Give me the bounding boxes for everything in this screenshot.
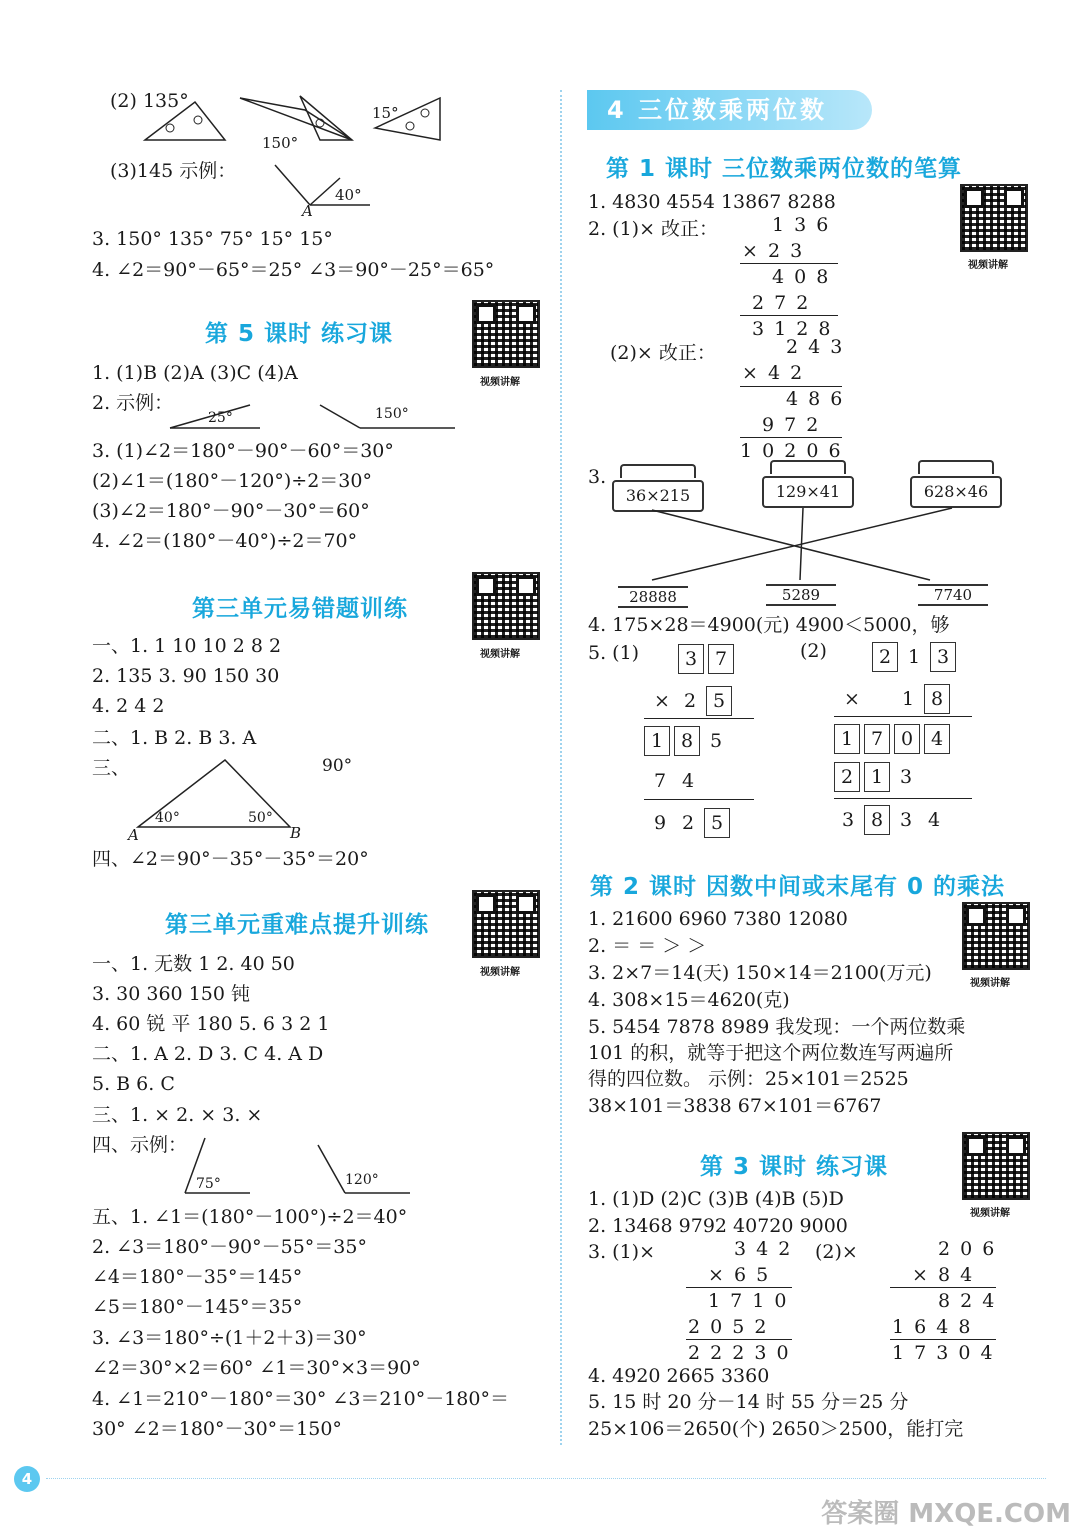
z5-3: 3. ∠3＝180°÷(1＋2＋3)＝30° [92,1327,367,1349]
q4-line: 4. ∠2＝90°－65°＝25° ∠3＝90°－25°＝65° [92,259,495,281]
m1-line2 [740,315,838,316]
z5-3b: ∠2＝30°×2＝60° ∠1＝30°×3＝90° [92,1357,421,1379]
r2-2: (2)× 改正： [610,342,716,364]
s2-1: 1. 21600 6960 7380 12080 [588,908,848,930]
e-q1: 一、1. 1 10 10 2 8 2 [92,635,282,657]
g2-row4: 2 1 3 [834,762,922,792]
m1-row2: × 2 3 [742,240,805,262]
m2-row5: 1 0 2 0 6 [740,440,843,462]
result-label: 5289 [766,584,836,606]
angle-120: 120° [345,1172,379,1188]
s2-5b: 101 的积，就等于把这个两位数连写两遍所 [588,1042,954,1064]
z5-2c: ∠5＝180°－145°＝35° [92,1296,303,1318]
lesson5-heading: 第 5 课时 练习课 [205,321,394,347]
l5-q3-2: (2)∠1＝(180°－120°)÷2＝30° [92,470,372,492]
lesson3-heading: 第 3 课时 练习课 [700,1154,889,1180]
g1-row1: 3 7 [678,644,738,674]
l5-q1: 1. (1)B (2)A (3)C (4)A [92,362,298,384]
angle-150: 150° [262,134,299,152]
g2-line [834,716,972,717]
s2-5c: 得的四位数。 示例：25×101＝2525 [588,1068,909,1090]
z-part3: 三、1. × 2. × 3. × [92,1104,263,1126]
m4-row1: 2 0 6 [938,1238,997,1260]
m1-row5: 3 1 2 8 [752,318,833,340]
s3-1: 1. (1)D (2)C (3)B (4)B (5)D [588,1188,844,1210]
s2-5: 5. 5454 7878 8989 我发现：一个两位数乘 [588,1016,966,1038]
tri-a: A [128,826,139,844]
s3-3: 3. (1)× [588,1241,656,1263]
crate-box: 129×41 [762,476,854,508]
g2-row1: 2 1 3 [872,642,960,672]
s3-2: 2. 13468 9792 40720 9000 [588,1215,848,1237]
m2-line2 [740,437,842,438]
qr-code-icon[interactable] [472,890,540,958]
qr-label: 视频讲解 [970,978,1010,989]
qr-label: 视频讲解 [970,1208,1010,1219]
m1-row3: 4 0 8 [772,266,831,288]
z5-4: 4. ∠1＝210°－180°＝30° ∠3＝210°－180°＝ [92,1388,509,1410]
r5-1: 5. (1) [588,642,640,664]
s3-5: 5. 15 时 20 分－14 时 55 分＝25 分 [588,1391,909,1413]
e-part3: 三、 [92,757,131,779]
s2-4: 4. 308×15＝4620(克) [588,989,790,1011]
g2-row2: × 1 8 [840,684,954,714]
qr-code-icon[interactable] [960,184,1028,252]
m4-row5: 1 7 3 0 4 [892,1342,995,1364]
r2-1: 2. (1)× 改正： [588,218,719,240]
qr-label: 视频讲解 [968,260,1008,271]
page-number: 4 [14,1466,40,1492]
l5-q3-3: (3)∠2＝180°－90°－30°＝60° [92,500,370,522]
m3-line [686,1287,792,1288]
l5-q2: 2. 示例： [92,392,174,414]
m1-row1: 1 3 6 [772,214,831,236]
qr-code-icon[interactable] [472,300,540,368]
lesson1-heading: 第 1 课时 三位数乘两位数的笔算 [606,156,963,182]
z5-2b: ∠4＝180°－35°＝145° [92,1266,303,1288]
qr-label: 视频讲解 [480,377,520,388]
watermark-logo: 答案圈 MXQE.COM [821,1499,1071,1529]
m3-line2 [686,1339,792,1340]
m4-row4: 1 6 4 8 [892,1316,973,1338]
g2-line2 [834,798,972,799]
tri-b: B [290,824,302,842]
m2-row2: × 4 2 [742,362,805,384]
result-label: 28888 [618,586,688,608]
angle-25: 25° [208,410,233,426]
m3-row4: 2 0 5 2 [688,1316,769,1338]
m1-row4: 2 7 2 [752,292,811,314]
tri-50: 50° [248,810,273,826]
g1-line2 [644,799,754,800]
g1-row2: × 2 5 [650,686,736,716]
point-a: A [302,202,313,220]
tri-40: 40° [155,810,180,826]
e-part4: 四、∠2＝90°－35°－35°＝20° [92,848,369,870]
tri-90: 90° [322,756,353,776]
lesson2-heading: 第 2 课时 因数中间或末尾有 0 的乘法 [590,874,1006,900]
m2-line [740,386,842,387]
crate-box: 36×215 [612,480,704,512]
q2-3: (3)145 示例： [110,160,237,182]
e-part2: 二、1. B 2. B 3. A [92,727,257,749]
z5-2: 2. ∠3＝180°－90°－55°＝35° [92,1236,367,1258]
r4-line: 4. 175×28＝4900(元) 4900＜5000，够 [588,614,950,636]
z-part2b: 5. B 6. C [92,1073,175,1095]
q2-2-label: (2) 135° [110,90,189,112]
z-part4: 四、示例： [92,1134,188,1156]
angle-75: 75° [196,1176,221,1192]
s2-3: 3. 2×7＝14(天) 150×14＝2100(万元) [588,962,932,984]
m2-row1: 2 4 3 [786,336,845,358]
m4-line2 [890,1339,996,1340]
angle-150b: 150° [375,406,409,422]
s3-5b: 25×106＝2650(个) 2650＞2500，能打完 [588,1418,964,1440]
key-heading: 第三单元重难点提升训练 [165,912,429,938]
unit-title: 4 三位数乘两位数 [607,96,828,124]
qr-code-icon[interactable] [962,902,1030,970]
column-divider [560,90,562,1445]
z-4: 4. 60 锐 平 180 5. 6 3 2 1 [92,1013,330,1035]
s3-4: 4. 4920 2665 3360 [588,1365,770,1387]
qr-label: 视频讲解 [480,649,520,660]
g1-row3: 1 8 5 [644,726,732,756]
matching-lines [600,505,980,585]
r1-line: 1. 4830 4554 13867 8288 [588,191,836,213]
z5-4b: 30° ∠2＝180°－30°＝150° [92,1418,342,1440]
angle-figure [270,150,380,215]
result-label: 7740 [918,584,988,606]
m2-row4: 9 7 2 [762,414,821,436]
crate-box: 628×46 [910,476,1002,508]
angle-40: 40° [335,186,362,204]
z-part2: 二、1. A 2. D 3. C 4. A D [92,1043,324,1065]
g2-row3: 1 7 0 4 [834,724,954,754]
l5-q3-1: 3. (1)∠2＝180°－90°－60°＝30° [92,440,394,462]
m3-row2: × 6 5 [708,1264,771,1286]
e-q4: 4. 2 4 2 [92,695,165,717]
figure-set-squares [140,88,470,158]
m3-row1: 3 4 2 [734,1238,793,1260]
z5-1: 五、1. ∠1＝(180°－100°)÷2＝40° [92,1206,408,1228]
l5-q4: 4. ∠2＝(180°－40°)÷2＝70° [92,530,358,552]
s2-5d: 38×101＝3838 67×101＝6767 [588,1095,882,1117]
z-1: 一、1. 无数 1 2. 40 50 [92,953,295,975]
e-q2: 2. 135 3. 90 150 30 [92,665,280,687]
z-3: 3. 30 360 150 钝 [92,983,250,1005]
g2-row5: 3 8 3 4 [836,805,950,835]
g1-line [644,718,754,719]
s2-2: 2. ＝ ＝ ＞ ＞ [588,935,707,957]
m4-row3: 8 2 4 [938,1290,997,1312]
m3-row3: 1 7 1 0 [708,1290,789,1312]
m3-row5: 2 2 2 3 0 [688,1342,791,1364]
qr-code-icon[interactable] [962,1132,1030,1200]
error-heading: 第三单元易错题训练 [192,596,408,622]
m4-row2: × 8 4 [912,1264,975,1286]
angle-15: 15° [372,104,399,122]
m2-row3: 4 8 6 [786,388,845,410]
qr-label: 视频讲解 [480,967,520,978]
unit-banner [587,90,872,130]
bottom-line [46,1478,1046,1479]
g1-row5: 9 2 5 [648,808,734,838]
q3-line: 3. 150° 135° 75° 15° 15° [92,228,333,250]
g1-row4: 7 4 [653,770,695,792]
s3-3b: (2)× [815,1241,858,1263]
m1-line [740,263,838,264]
r5-2: (2) [800,640,827,662]
m4-line [890,1287,996,1288]
qr-code-icon[interactable] [472,572,540,640]
r3-label: 3. [588,466,607,488]
